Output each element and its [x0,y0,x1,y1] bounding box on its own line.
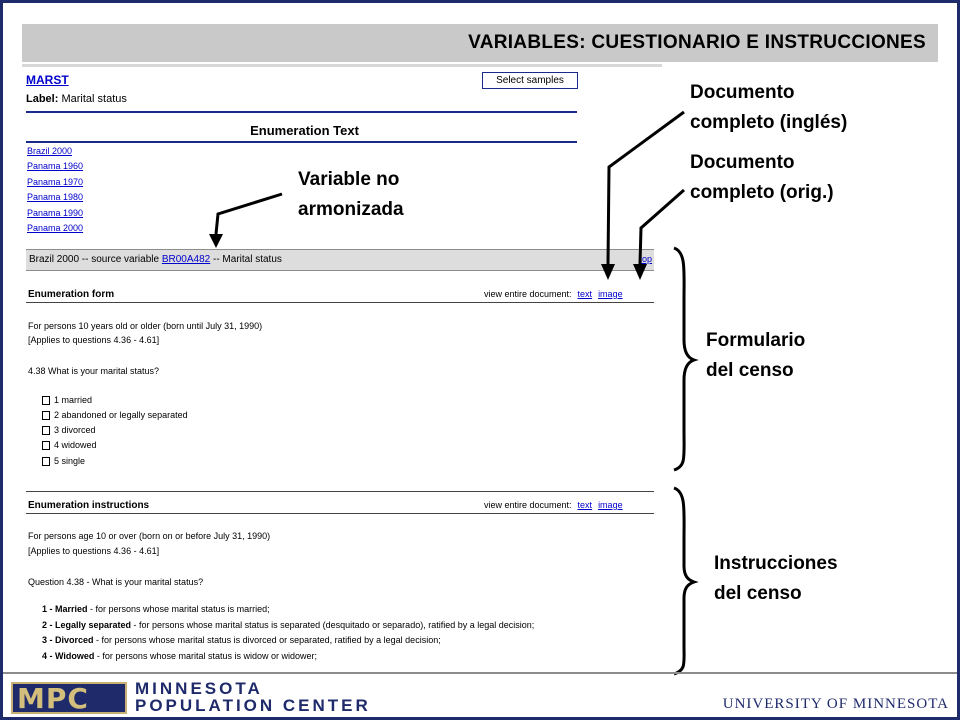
org-line: POPULATION CENTER [135,696,371,715]
source-variable-link[interactable]: BR00A482 [161,254,211,265]
form-applies: [Applies to questions 4.36 - 4.61] [28,335,160,345]
select-samples-button[interactable]: Select samples [482,72,578,89]
sample-link[interactable]: Panama 2000 [27,223,84,233]
document-text-link[interactable]: text [577,289,593,299]
annotation-line: completo (orig.) [690,182,834,203]
instructions-universe: For persons age 10 or over (born on or before July 31, 1990) [28,531,271,541]
arrow-icon [216,194,282,234]
arrowhead-icon [209,234,223,248]
instruction-item-label: 4 - Widowed [42,651,95,661]
sample-link[interactable]: Panama 1980 [27,192,84,202]
footer-band [3,672,957,719]
annotation-line: del censo [714,583,802,604]
instruction-item-text: - for persons whose marital status is widow or widower; [94,651,318,661]
annotation-line: armonizada [298,199,404,220]
form-option-label: 1 married [54,395,93,405]
variable-name-link[interactable]: MARST [26,73,69,87]
mpc-logo-letters: MPC [17,682,89,715]
mpc-logo [11,682,127,714]
annotation-line: Documento [690,152,795,173]
sample-link[interactable]: Panama 1970 [27,177,84,187]
arrowhead-icon [633,264,647,280]
annotation-line: Documento [690,82,795,103]
annotation-line: del censo [706,360,794,381]
instruction-item-label: 1 - Married [42,604,88,614]
brace-icon [674,488,694,674]
instruction-item-text: - for persons whose marital status is married; [87,604,270,614]
arrowhead-icon [601,264,615,280]
view-document-label: view entire document: [484,500,572,510]
form-question: 4.38 What is your marital status? [28,366,160,376]
arrow-icon [640,190,684,264]
form-option-label: 4 widowed [54,440,97,450]
brace-icon [674,248,694,470]
enumeration-heading: Enumeration Text [250,123,359,138]
sample-link[interactable]: Brazil 2000 [27,146,73,156]
enumeration-instructions-title: Enumeration instructions [28,500,150,511]
annotation-line: Variable no [298,169,400,190]
annotation-line: Formulario [706,330,806,351]
arrow-icon [608,112,684,264]
label-key: Label: [26,93,59,105]
sample-link[interactable]: Panama 1960 [27,161,84,171]
document-image-link[interactable]: image [598,289,623,299]
source-suffix: -- Marital status [210,254,282,265]
instruction-item-text: - for persons whose marital status is divorced or separated, ratified by a legal decision; [93,635,441,645]
slide-title: VARIABLES: CUESTIONARIO E INSTRUCCIONES [468,32,926,53]
instructions-applies: [Applies to questions 4.36 - 4.61] [28,546,160,556]
enumeration-form-title: Enumeration form [28,289,115,300]
annotation-line: Instrucciones [714,553,838,574]
sample-link[interactable]: Panama 1990 [27,208,84,218]
top-link[interactable]: top [639,254,652,264]
view-document-label: view entire document: [484,289,572,299]
mpc-org-name [135,680,371,714]
label-value: Marital status [61,93,127,105]
instruction-item-label: 3 - Divorced [42,635,94,645]
form-option-label: 5 single [54,456,86,466]
source-prefix: Brazil 2000 -- source variable [29,254,162,265]
university-name: UNIVERSITY OF MINNESOTA [722,696,949,712]
document-text-link[interactable]: text [577,500,593,510]
instruction-item-label: 2 - Legally separated [42,620,132,630]
annotation-line: completo (inglés) [690,112,848,133]
form-option-label: 3 divorced [54,425,96,435]
instruction-item-text: - for persons whose marital status is separated (desquitado or separado), ratified by a legal decision; [131,620,535,630]
instructions-question: Question 4.38 - What is your marital status? [28,577,204,587]
form-option-label: 2 abandoned or legally separated [54,410,188,420]
org-line: MINNESOTA [135,679,263,698]
form-universe: For persons 10 years old or older (born until July 31, 1990) [28,321,263,331]
document-image-link[interactable]: image [598,500,623,510]
